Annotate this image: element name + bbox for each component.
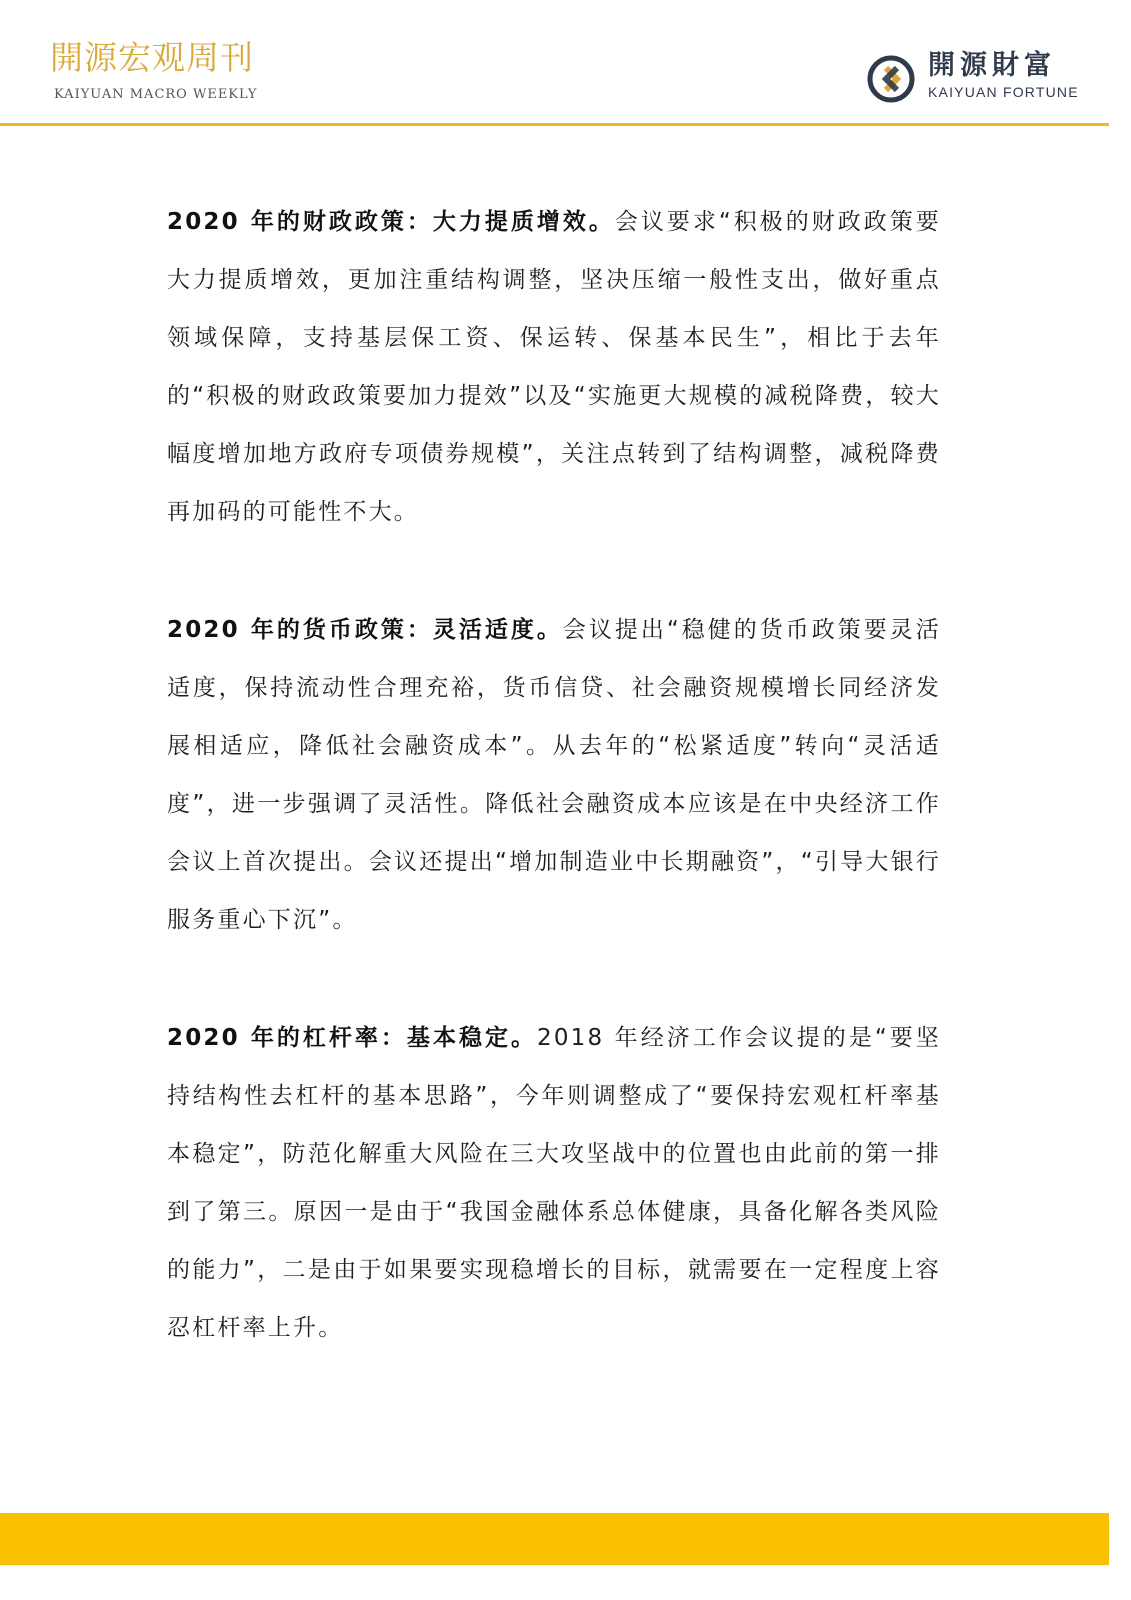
publication-title: 開源宏观周刊 bbox=[50, 38, 254, 77]
paragraph-leverage-ratio bbox=[167, 1009, 941, 1357]
publication-subtitle: KAIYUAN MACRO WEEKLY bbox=[54, 87, 258, 102]
paragraph-fiscal-policy bbox=[167, 193, 941, 541]
logo-name-cn: 開源財富 bbox=[928, 50, 1056, 81]
logo-name-en: KAIYUAN FORTUNE bbox=[928, 84, 1079, 100]
page-header bbox=[0, 0, 1131, 126]
footer-bar bbox=[0, 1513, 1109, 1565]
paragraph-lead: 2020 年的杠杆率：基本稳定。 bbox=[167, 1025, 538, 1051]
paragraph-text: 2018 年经济工作会议提的是“要坚持结构性去杠杆的基本思路”，今年则调整成了“要保持宏观杠杆率基本稳定”，防范化解重大风险在三大攻坚战中的位置也由此前的第一排到了第三。原因一是由于“我国金融体系总体健康，具备化解各类风险的能力”，二是由于如果要实现稳增长的目标，就需要在一定程度上容忍杠杆率上升。 bbox=[167, 1025, 941, 1341]
paragraph-lead: 2020 年的财政政策：大力提质增效。 bbox=[167, 209, 615, 235]
kaiyuan-logo-mark-icon bbox=[866, 54, 916, 104]
paragraph-lead: 2020 年的货币政策：灵活适度。 bbox=[167, 617, 563, 643]
paragraph-monetary-policy bbox=[167, 601, 941, 949]
kaiyuan-fortune-logo bbox=[866, 48, 1086, 108]
paragraph-text: 会议提出“稳健的货币政策要灵活适度，保持流动性合理充裕，货币信贷、社会融资规模增长同经济发展相适应，降低社会融资成本”。从去年的“松紧适度”转向“灵活适度”，进一步强调了灵活性。降低社会融资成本应该是在中央经济工作会议上首次提出。会议还提出“增加制造业中长期融资”，“引导大银行服务重心下沉”。 bbox=[167, 617, 942, 933]
article-body bbox=[167, 193, 941, 1417]
paragraph-text: 会议要求“积极的财政政策要大力提质增效，更加注重结构调整，坚决压缩一般性支出，做好重点领域保障，支持基层保工资、保运转、保基本民生”，相比于去年的“积极的财政政策要加力提效”以及“实施更大规模的减税降费，较大幅度增加地方政府专项债券规模”，关注点转到了结构调整，减税降费再加码的可能性不大。 bbox=[167, 209, 941, 525]
header-divider bbox=[0, 123, 1109, 126]
